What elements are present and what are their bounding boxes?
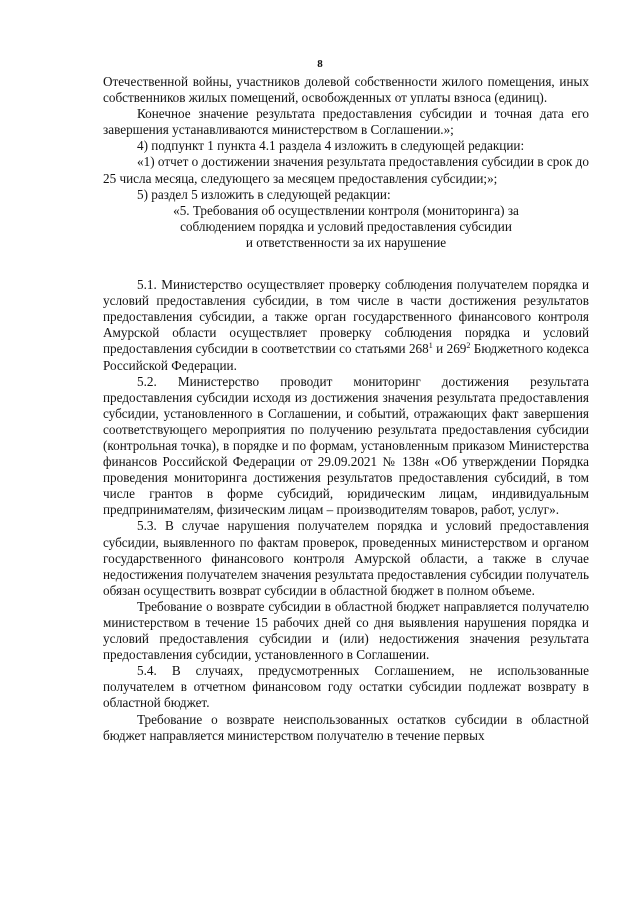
paragraph-refund-requirement: Требование о возврате субсидии в областной бюджет направляется получателю министерством в течение 15 рабочих дней со дня выявления нарушения порядка и условий предоставления субсидии и (или) недостижения значения результата предоставления субсидии, установленного в Соглашении.: [103, 598, 589, 663]
section-heading: [103, 203, 589, 251]
superscript-2: 2: [466, 341, 471, 351]
paragraph-5-2: 5.2. Министерство проводит мониторинг достижения результата предоставления субсидии исходя из достижения значения результата предоставления субсидии, установленного в Соглашении, и событий, отражающих факт завершения соответствующего мероприятия по получению результата предоставления субсидии (контрольная точка), в порядке и по формам, установленным приказом Министерства финансов Российской Федерации от 29.09.2021 № 138н «Об утверждении Порядка проведения мониторинга достижения результатов предоставления субсидий, в том числе грантов в форме субсидий, юридическим лицам, индивидуальным предпринимателям, физическим лицам – производителям товаров, работ, услуг».: [103, 373, 589, 518]
section-heading-line-1: «5. Требования об осуществлении контроля (мониторинга) за: [173, 202, 519, 218]
paragraph-5-3: 5.3. В случае нарушения получателем порядка и условий предоставления субсидии, выявленного по фактам проверок, проведенных министерством и органом государственного финансового контроля Амурской области, а также в случае недостижения получателем значения результата предоставления субсидии получатель обязан осуществить возврат субсидии в областной бюджет в полном объеме.: [103, 518, 589, 598]
paragraph-continuation: Отечественной войны, участников долевой собственности жилого помещения, иных собственников жилых помещений, освобожденных от уплаты взноса (единиц).: [103, 74, 589, 106]
paragraph-amendment-5: 5) раздел 5 изложить в следующей редакции:: [137, 186, 391, 202]
paragraph-5-1-text-b: и 269: [432, 341, 467, 357]
section-heading-line-2: соблюдением порядка и условий предоставления субсидии: [180, 218, 512, 234]
paragraph-unused-balance-requirement: Требование о возврате неиспользованных остатков субсидии в областной бюджет направляется министерством получателю в течение первых: [103, 711, 589, 743]
paragraph-5-1-text-c: Бюджетного кодекса Российской Федерации.: [103, 341, 589, 373]
paragraph-amendment-4: 4) подпункт 1 пункта 4.1 раздела 4 изложить в следующей редакции:: [137, 138, 525, 154]
paragraph-5-1-text-a: 5.1. Министерство осуществляет проверку соблюдения получателем порядка и условий предоставления субсидии, в том числе в части достижения результатов предоставления субсидии, а также орган государственного финансового контроля Амурской области осуществляет проверку соблюдения порядка и условий предоставления субсидии в соответствии со статьями 268: [103, 277, 589, 357]
paragraph-report-clause: «1) отчет о достижении значения результата предоставления субсидии в срок до 25 числа месяца, следующего за месяцем предоставления субсидии;»;: [103, 154, 589, 186]
page-number: 8: [317, 58, 323, 70]
paragraph-5-4: 5.4. В случаях, предусмотренных Соглашением, не использованные получателем в отчетном финансовом году остатки субсидии подлежат возврату в областной бюджет.: [103, 663, 589, 711]
section-heading-line-3: и ответственности за их нарушение: [245, 234, 447, 250]
superscript-1: 1: [428, 341, 433, 351]
document-body: [103, 74, 589, 744]
paragraph-final-value: Конечное значение результата предоставления субсидии и точная дата его завершения устанавливаются министерством в Соглашении.»;: [103, 106, 589, 138]
paragraph-5-1: [103, 277, 589, 374]
